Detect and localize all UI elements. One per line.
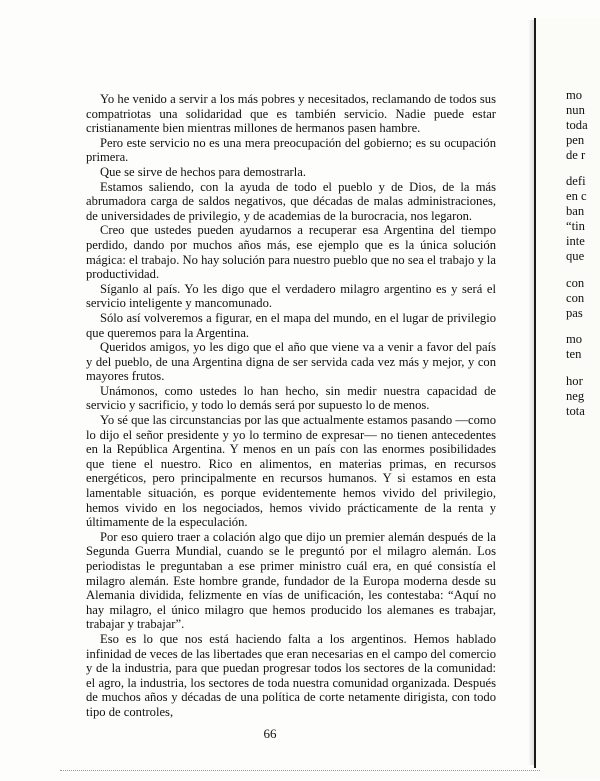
facing-page-fragment: pen [566, 133, 585, 147]
facing-page-fragment: “tin [566, 219, 585, 233]
paragraph: Pero este servicio no es una mera preocupación del gobierno; es su ocupación primera. [86, 135, 496, 165]
facing-page-fragment: defi [566, 174, 586, 188]
facing-page-fragment: ban [566, 204, 585, 218]
facing-page-fragment: en c [566, 189, 587, 203]
facing-page-fragment: ten [566, 347, 582, 361]
facing-page-fragment: pas [566, 306, 583, 320]
paragraph: Estamos saliendo, con la ayuda de todo el pueblo y de Dios, de la más abrumadora carga de saldos negativos, que décadas de malas administraciones, de universidades de privilegio, y de academias de la burocracia, nos legaron. [86, 179, 496, 223]
facing-page-fragment: de r [566, 148, 586, 162]
facing-page-fragment: mo [566, 88, 583, 102]
page-bottom-edge [60, 770, 540, 772]
facing-page-edge [536, 18, 600, 778]
paragraph: Síganlo al país. Yo les digo que el verdadero milagro argentino es y será el servicio inteligente y mancomunado. [86, 281, 496, 311]
facing-page-fragment: con [566, 291, 585, 305]
paragraph: Creo que ustedes pueden ayudarnos a recuperar esa Argentina del tiempo perdido, dando por muchos años más, ese ejemplo que es la única solución mágica: el trabajo. No hay solución para nuestro pueblo que no sea el trabajo y la productividad. [86, 223, 496, 282]
facing-page-fragment: mo [566, 332, 583, 346]
paragraph: Yo he venido a servir a los más pobres y necesitados, reclamando de todos sus compatriotas una solidaridad que es también servicio. Nadie puede estar cristianamente bien mientras millones de hermanos pasen hambre. [86, 92, 496, 136]
page-number: 66 [263, 726, 277, 741]
paragraph: Yo sé que las circunstancias por las que actualmente estamos pasando —como lo dijo el señor presidente y yo lo termino de expresar— no tienen antecedentes en la República Argentina. Y menos en un país con las enormes posibilidades que tiene el nuestro. Rico en alimentos, en materias primas, en recursos energéticos, pero principalmente en recursos humanos. Y si estamos en esta lamentable situación, es porque evidentemente hemos vivido del privilegio, hemos vivido en los negociados, hemos vivido prácticamente de la renta y últimamente de la especulación. [86, 413, 496, 530]
facing-page-fragment: tota [566, 404, 585, 418]
paragraph: Por eso quiero traer a colación algo que dijo un premier alemán después de la Segunda Guerra Mundial, cuando se le preguntó por el milagro alemán. Los periodistas le preguntaban a ese primer ministro cuál era, en qué consistía el milagro alemán. Este hombre grande, fundador de la Europa moderna desde su Alemania dividida, felizmente en vías de unificación, les contestaba: “Aquí no hay milagro, el único milagro que hemos producido los alemanes es trabajar, trabajar y trabajar”. [86, 529, 496, 632]
facing-page-fragment: que [566, 249, 585, 263]
paragraph: Unámonos, como ustedes lo han hecho, sin medir nuestra capacidad de servicio y sacrificio, y todo lo demás será por supuesto lo de menos. [86, 383, 496, 413]
paragraph: Sólo así volveremos a figurar, en el mapa del mundo, en el lugar de privilegio que queremos para la Argentina. [86, 310, 496, 340]
facing-page-fragment: neg [566, 389, 585, 403]
facing-page-fragment: inte [566, 234, 585, 248]
facing-page-fragment: nun [566, 103, 585, 117]
facing-page-fragment: hor [566, 374, 583, 388]
body-text [86, 92, 496, 720]
facing-page-fragment: con [566, 276, 585, 290]
paragraph: Queridos amigos, yo les digo que el año que viene va a venir a favor del país y del pueblo, de una Argentina digna de ser servida cada vez más y mejor, y con mayores frutos. [86, 340, 496, 384]
paragraph: Eso es lo que nos está haciendo falta a los argentinos. Hemos hablado infinidad de veces de las libertades que eran necesarias en el campo del comercio y de la industria, para que puedan progresar todos los sectores de la comunidad: el agro, la industria, los sectores de toda nuestra comunidad organizada. Después de muchos años y décadas de una política de corte netamente dirigista, con todo tipo de controles, [86, 631, 496, 719]
facing-page-fragment: toda [566, 118, 588, 132]
paragraph: Que se sirve de hechos para demostrarla. [100, 164, 306, 179]
